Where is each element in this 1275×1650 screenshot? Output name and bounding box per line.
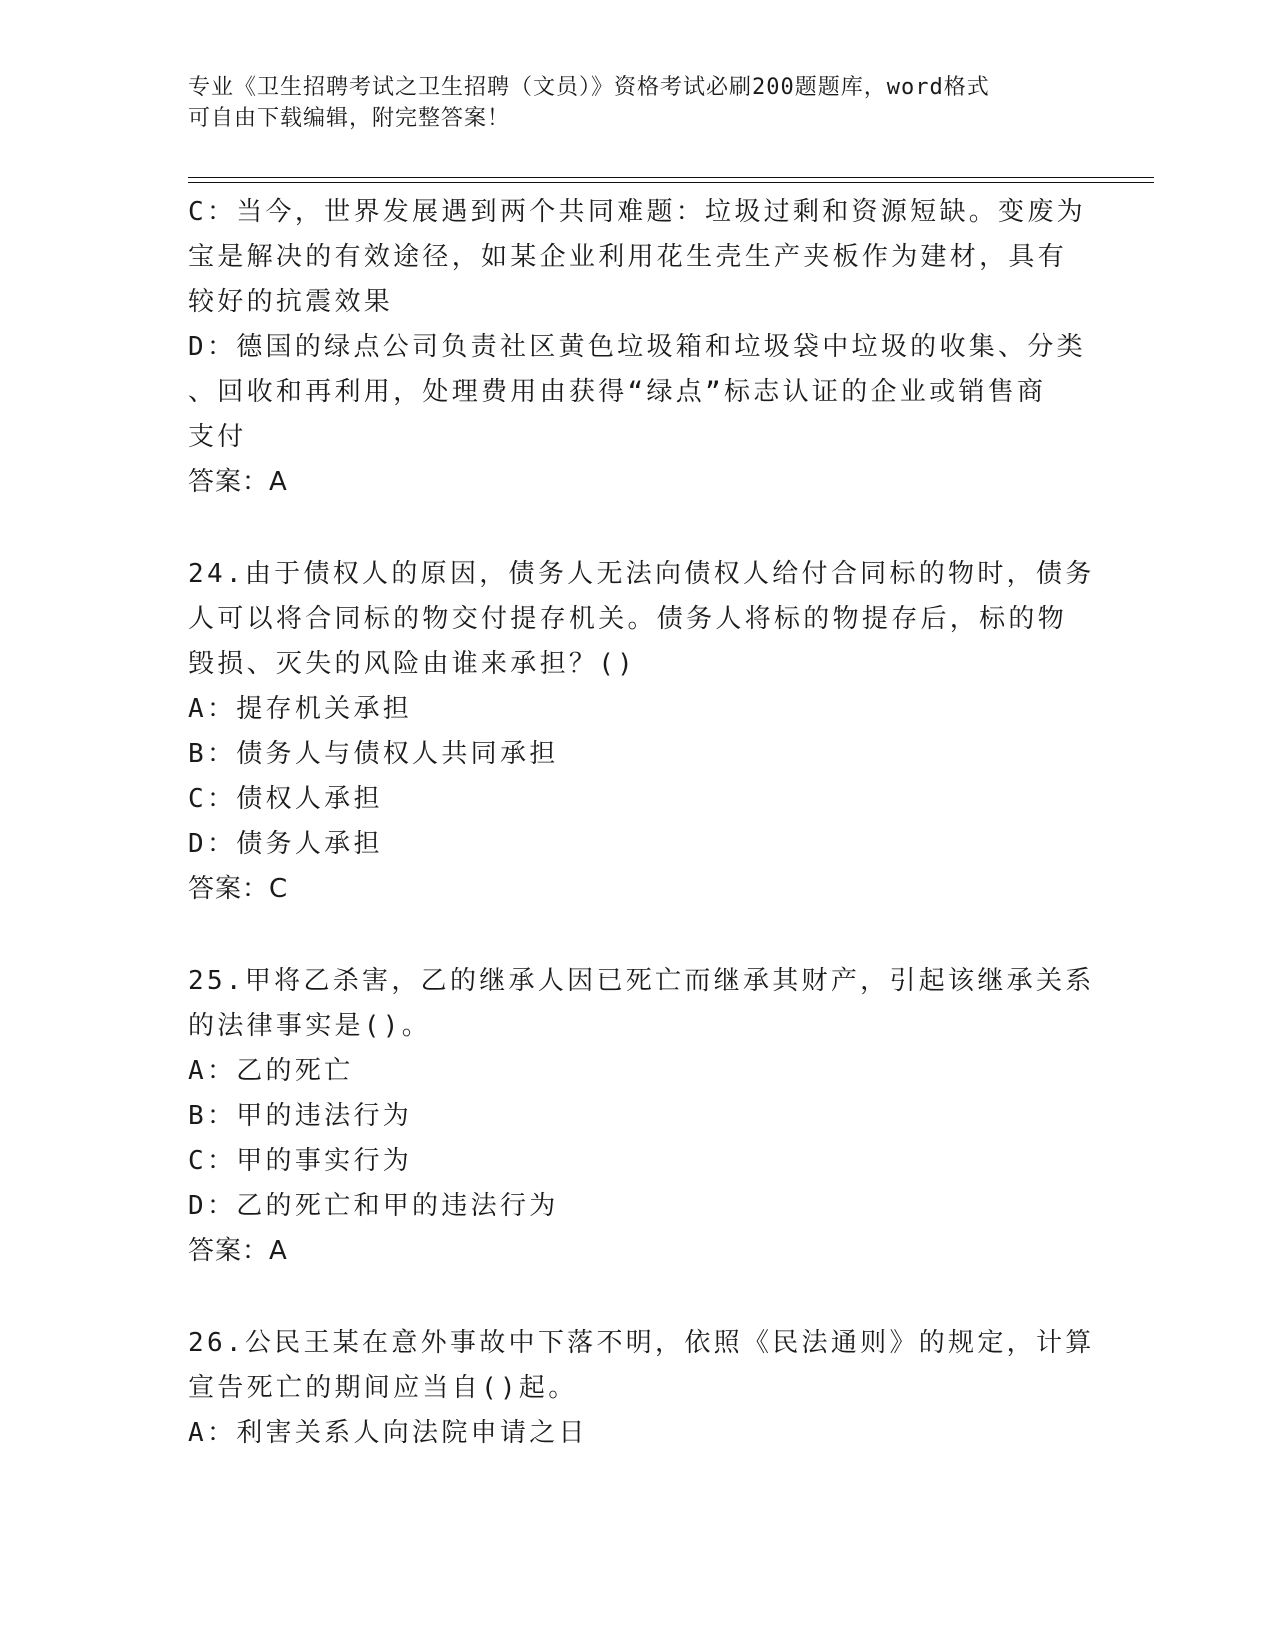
spacer xyxy=(188,1274,1088,1321)
document-header xyxy=(188,72,1068,134)
option-a: A：利害关系人向法院申请之日 xyxy=(188,1418,588,1448)
header-rule-bottom xyxy=(188,182,1154,183)
option-c: C：甲的事实行为 xyxy=(188,1146,413,1176)
spacer xyxy=(188,912,1088,959)
option-c: C：债权人承担 xyxy=(188,784,383,814)
question-23 xyxy=(188,190,1088,505)
option-d-line-1: D：德国的绿点公司负责社区黄色垃圾箱和垃圾袋中垃圾的收集、分类 xyxy=(188,332,1086,362)
option-b: B：债务人与债权人共同承担 xyxy=(188,739,559,769)
header-rule-top xyxy=(188,177,1154,178)
option-c-line-3: 较好的抗震效果 xyxy=(188,287,394,317)
question-26 xyxy=(188,1321,1095,1456)
question-stem-line-1: 25.甲将乙杀害，乙的继承人因已死亡而继承其财产，引起该继承关系 xyxy=(188,966,1095,996)
question-stem-line-1: 24.由于债权人的原因，债务人无法向债权人给付合同标的物时，债务 xyxy=(188,559,1095,589)
option-d: D：乙的死亡和甲的违法行为 xyxy=(188,1191,559,1221)
question-stem-line-2: 人可以将合同标的物交付提存机关。债务人将标的物提存后，标的物 xyxy=(188,604,1068,634)
answer: 答案：A xyxy=(188,467,288,497)
option-b: B：甲的违法行为 xyxy=(188,1101,413,1131)
question-24 xyxy=(188,552,1095,912)
question-stem-line-1: 26.公民王某在意外事故中下落不明，依照《民法通则》的规定，计算 xyxy=(188,1328,1095,1358)
spacer xyxy=(188,505,1088,552)
answer: 答案：C xyxy=(188,874,289,904)
answer: 答案：A xyxy=(188,1236,288,1266)
option-d: D：债务人承担 xyxy=(188,829,383,859)
option-d-line-3: 支付 xyxy=(188,422,247,452)
header-line-1: 专业《卫生招聘考试之卫生招聘（文员）》资格考试必刷200题题库，word格式 xyxy=(188,75,990,100)
header-line-2: 可自由下载编辑，附完整答案！ xyxy=(188,106,511,131)
question-25 xyxy=(188,959,1095,1274)
option-c-line-1: C：当今，世界发展遇到两个共同难题：垃圾过剩和资源短缺。变废为 xyxy=(188,197,1086,227)
document-body xyxy=(188,190,1095,1456)
question-stem-line-2: 的法律事实是()。 xyxy=(188,1011,432,1041)
option-a: A：提存机关承担 xyxy=(188,694,413,724)
option-a: A：乙的死亡 xyxy=(188,1056,354,1086)
option-d-line-2: 、回收和再利用，处理费用由获得“绿点”标志认证的企业或销售商 xyxy=(188,377,1047,407)
question-stem-line-3: 毁损、灭失的风险由谁来承担？() xyxy=(188,649,637,679)
question-stem-line-2: 宣告死亡的期间应当自()起。 xyxy=(188,1373,578,1403)
option-c-line-2: 宝是解决的有效途径，如某企业利用花生壳生产夹板作为建材，具有 xyxy=(188,242,1068,272)
